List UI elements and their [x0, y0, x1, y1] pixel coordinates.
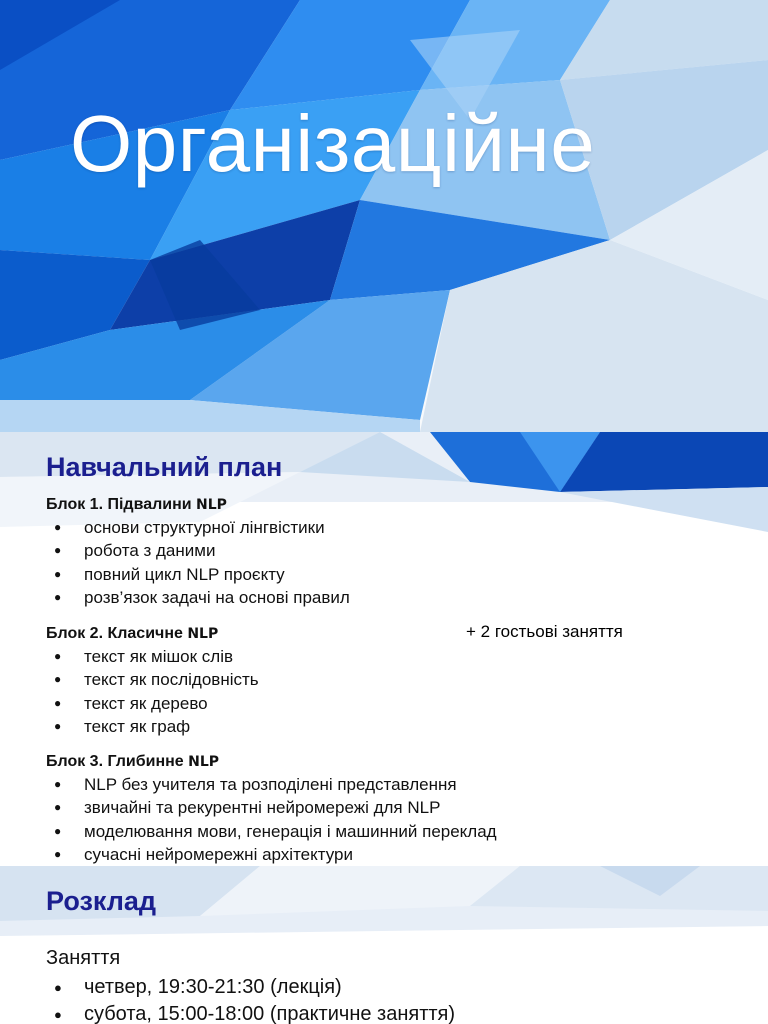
list-item: ● четвер, 19:30-21:30 (лекція): [46, 974, 455, 1001]
block-3: [46, 751, 748, 866]
schedule-slide: [0, 866, 768, 1024]
list-item: ● субота, 15:00-18:00 (практичне заняття): [46, 1001, 455, 1024]
slide-title: Організаційне: [70, 99, 596, 188]
list-item: ● NLP без учителя та розподілені представлення: [46, 773, 748, 796]
list-item: ● розв’язок задачі на основі правил: [46, 586, 748, 609]
schedule-subtitle: Заняття: [46, 947, 121, 969]
block-heading-text: Блок 3. Глибинне: [46, 753, 184, 770]
list-item: ● текст як граф: [46, 715, 748, 738]
block-heading-suffix: NLP: [188, 754, 220, 770]
list-item: ● звичайні та рекурентні нейромережі для NLP: [46, 796, 748, 819]
block-heading: [46, 751, 748, 773]
list-item: ● текст як послідовність: [46, 668, 748, 691]
bullet-list: [46, 645, 748, 738]
schedule-list: [46, 974, 455, 1024]
block-heading-suffix: NLP: [187, 626, 219, 642]
slide-title: Навчальний план: [46, 452, 283, 482]
curriculum-slide: [0, 432, 768, 866]
block-heading: [46, 494, 748, 516]
list-item: ● робота з даними: [46, 539, 748, 562]
list-item: ● моделювання мови, генерація і машинний переклад: [46, 820, 748, 843]
blue-polygon-background: [0, 0, 768, 432]
block-heading-suffix: NLP: [196, 497, 227, 513]
guest-sessions-note: + 2 гостьові заняття: [466, 622, 623, 641]
bullet-list: [46, 516, 748, 609]
list-item: ● текст як дерево: [46, 692, 748, 715]
list-item: ● текст як мішок слів: [46, 645, 748, 668]
block-heading: [46, 623, 748, 645]
slide-title: Розклад: [46, 886, 157, 916]
list-item: ● сучасні нейромережні архітектури: [46, 843, 748, 866]
block-2: [46, 623, 748, 750]
list-item: ● основи структурної лінгвістики: [46, 516, 748, 539]
title-slide: [0, 0, 768, 432]
bullet-list: [46, 773, 748, 866]
block-1: [46, 494, 748, 621]
block-heading-text: Блок 2. Класичне: [46, 625, 183, 642]
block-heading-text: Блок 1. Підвалини: [46, 496, 192, 513]
list-item: ● повний цикл NLP проєкту: [46, 563, 748, 586]
